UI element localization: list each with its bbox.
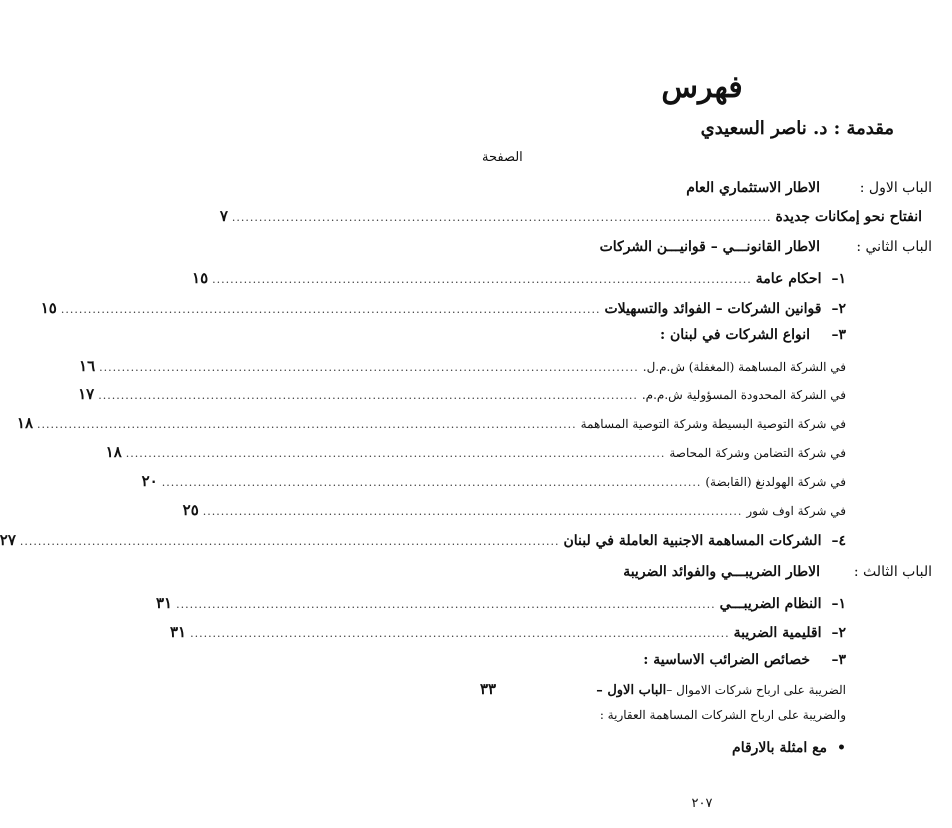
toc-entry-page: ٢٠ — [141, 472, 158, 490]
toc-entry — [0, 531, 846, 551]
dot-leader: ........................................................................................................................ — [176, 598, 716, 611]
part-3-title: الاطار الضريبـــي والفوائد الضريبة — [623, 564, 820, 580]
toc-entry-text: النظام الضريبـــي — [719, 596, 822, 612]
toc-entry-text: انفتاح نحو إمكانات جديدة — [775, 209, 922, 225]
toc-entry-page: ٢٧ — [0, 531, 16, 549]
toc-entry-text: خصائص الضرائب الاساسية : — [643, 652, 810, 668]
dot-leader: ........................................................................................................................ — [190, 627, 730, 640]
page-title: فهرس — [661, 70, 743, 105]
toc-subentry — [480, 680, 846, 700]
toc-entry-page: ١٧ — [78, 385, 95, 403]
toc-entry-page: ٣٣ — [480, 680, 497, 698]
toc-entry-text: اقليمية الضريبة — [733, 625, 822, 641]
toc-entry-text: في الشركة المحدودة المسؤولية ش.م.م. — [641, 388, 846, 402]
part-3-label: الباب الثالث : — [853, 564, 932, 580]
toc-entry-text: الشركات المساهمة الاجنبية العاملة في لبنان — [563, 533, 822, 549]
toc-entry-number: ٣– — [831, 327, 846, 343]
part-2-label: الباب الثاني : — [856, 239, 932, 255]
part-1-label: الباب الاول : — [859, 180, 932, 196]
toc-bullet — [480, 740, 846, 760]
toc-entry — [40, 299, 846, 319]
dot-leader: ........................................................................................................................ — [212, 273, 752, 286]
dot-leader: ........................................................................................................................ — [161, 476, 702, 489]
toc-entry-page: ١٦ — [79, 357, 96, 375]
intro-line: مقدمة : د. ناصر السعيدي — [700, 118, 894, 139]
toc-subentry — [105, 443, 846, 463]
part-1-title: الاطار الاستثماري العام — [686, 180, 820, 196]
toc-entry-number: ٢– — [831, 625, 846, 641]
toc-entry — [169, 623, 846, 643]
toc-entry-page: ٧ — [219, 207, 228, 225]
toc-entry-number: ٤– — [831, 533, 846, 549]
toc-subentry — [16, 414, 846, 434]
toc-subentry — [79, 357, 846, 377]
toc-entry-number: ٣– — [831, 652, 846, 668]
toc-entry-text: في شركة التوصية البسيطة وشركة التوصية المساهمة — [580, 417, 846, 431]
toc-entry — [219, 207, 922, 227]
toc-entry-page: ١٥ — [192, 269, 209, 287]
toc-entry-text: قوانين الشركات – الفوائد والتسهيلات — [604, 301, 822, 317]
page-column-label: الصفحة — [482, 150, 523, 165]
dot-leader: ........................................................................................................................ — [19, 535, 560, 548]
toc-entry-page: ١٨ — [105, 443, 122, 461]
part-2-title: الاطار القانونـــي – قوانيـــن الشركات — [599, 239, 820, 255]
bullet-mark: • — [837, 740, 846, 756]
toc-entry-text: انواع الشركات في لبنان : — [659, 327, 810, 343]
dot-leader: ........................................................................................................................ — [99, 361, 639, 374]
toc-entry-text: مع امثلة بالارقام — [732, 740, 828, 756]
toc-entry — [155, 594, 846, 614]
toc-entry — [480, 652, 846, 672]
part-2-heading — [472, 239, 932, 255]
toc-entry-text: في الشركة المساهمة (المغفلة) ش.م.ل. — [642, 360, 846, 374]
toc-subentry — [480, 708, 846, 728]
dot-leader: ........................................................................................................................ — [60, 303, 601, 316]
toc-entry-text-bold: الباب الاول – — [596, 683, 667, 698]
toc-entry-text: والضريبة على ارباح الشركات المساهمة العقارية : — [599, 708, 846, 722]
toc-entry-page: ٢٥ — [182, 501, 199, 519]
toc-entry-text: في شركة التضامن وشركة المحاصة — [669, 446, 846, 460]
toc-entry-page: ٣١ — [155, 594, 173, 612]
part-1-heading — [472, 180, 932, 196]
toc-entry-text: احكام عامة — [755, 271, 822, 287]
dot-leader: ........................................................................................................................ — [202, 505, 743, 518]
dot-leader: ........................................................................................................................ — [37, 418, 577, 431]
toc-entry-text: في شركة الهولدنغ (القابضة) — [705, 475, 846, 489]
toc-entry-number: ١– — [831, 596, 846, 612]
toc-entry-number: ١– — [831, 271, 846, 287]
page-number: ٢٠٧ — [691, 796, 713, 811]
toc-subentry — [141, 472, 846, 492]
dot-leader: ........................................................................................................................ — [231, 211, 772, 224]
toc-subentry — [78, 385, 846, 405]
dot-leader: ........................................................................................................................ — [98, 389, 638, 402]
toc-entry-page: ١٥ — [40, 299, 57, 317]
toc-subentry — [182, 501, 846, 521]
toc-entry — [480, 327, 846, 347]
dot-leader: ........................................................................................................................ — [125, 447, 666, 460]
toc-entry — [192, 269, 846, 289]
toc-entry-number: ٢– — [831, 301, 846, 317]
toc-entry-page: ٣١ — [169, 623, 187, 641]
toc-entry-text: في شركة اوف شور — [746, 504, 846, 518]
part-3-heading — [472, 564, 932, 580]
toc-entry-text: الضريبة على ارباح شركات الاموال – — [666, 683, 846, 697]
toc-entry-page: ١٨ — [16, 414, 34, 432]
